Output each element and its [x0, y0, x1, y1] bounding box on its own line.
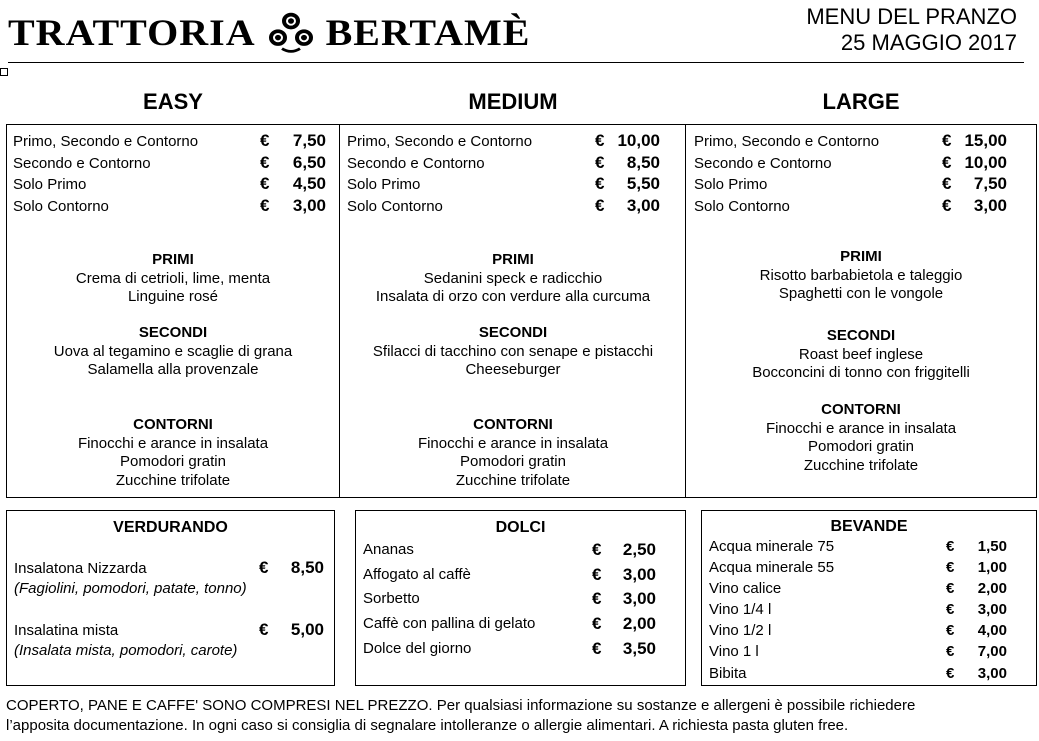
drink-name: Acqua minerale 55 — [709, 559, 835, 576]
dish-item: Finocchi e arance in insalata — [765, 419, 957, 437]
euro-sign: € — [592, 565, 602, 584]
price-amount: 8,50 — [290, 558, 324, 577]
dish-item: Spaghetti con le vongole — [778, 285, 944, 302]
price-label: Primo, Secondo e Contorno — [13, 133, 199, 150]
drink-name: Vino 1/2 l — [709, 622, 772, 639]
dish-item: Pomodori gratin — [808, 438, 914, 455]
dish-item: Sedanini speck e radicchio — [423, 269, 603, 287]
euro-sign: € — [260, 196, 270, 215]
dish-item: Insalata di orzo con verdure alla curcuma — [375, 288, 651, 305]
salad-name: Insalatina mista — [14, 622, 119, 639]
dish-item: Zucchine trifolate — [115, 471, 231, 489]
dish-item: Roast beef inglese — [798, 345, 924, 363]
euro-sign: € — [592, 540, 602, 559]
price-amount: 3,50 — [622, 639, 656, 658]
column-title-medium: MEDIUM — [468, 89, 558, 114]
price-amount: 5,50 — [626, 174, 660, 193]
price-amount: 15,00 — [964, 131, 1007, 150]
dish-item: Finocchi e arance in insalata — [417, 434, 609, 452]
euro-sign: € — [595, 196, 605, 215]
price-label: Solo Contorno — [347, 198, 443, 215]
drink-name: Vino 1/4 l — [709, 601, 772, 618]
price-label: Primo, Secondo e Contorno — [694, 133, 880, 150]
price-amount: 3,00 — [292, 196, 326, 215]
euro-sign: € — [592, 589, 602, 608]
euro-sign: € — [942, 174, 952, 193]
dish-item: Pomodori gratin — [120, 453, 226, 470]
dish-item: Pomodori gratin — [460, 453, 566, 470]
trattoria-emblem-icon — [268, 12, 314, 54]
euro-sign: € — [260, 131, 270, 150]
price-amount: 3,00 — [973, 196, 1007, 215]
salad-name: Insalatona Nizzarda — [14, 560, 147, 577]
section-heading: PRIMI — [152, 251, 194, 268]
euro-sign: € — [946, 580, 955, 597]
euro-sign: € — [592, 614, 602, 633]
dessert-name: Sorbetto — [363, 590, 420, 607]
price-amount: 2,00 — [622, 614, 656, 633]
dish-item: Linguine rosé — [127, 288, 219, 305]
section-primi — [340, 251, 686, 307]
section-secondi — [340, 324, 686, 380]
price-amount: 4,50 — [292, 174, 326, 193]
price-amount: 4,00 — [977, 622, 1007, 639]
dolci-title: DOLCI — [495, 519, 546, 536]
price-amount: 3,00 — [977, 601, 1007, 618]
price-label: Secondo e Contorno — [13, 155, 151, 172]
section-contorni — [6, 416, 340, 490]
section-heading: SECONDI — [138, 324, 208, 341]
euro-sign: € — [592, 639, 602, 658]
euro-sign: € — [946, 643, 955, 660]
price-amount: 1,00 — [977, 559, 1007, 576]
price-amount: 6,50 — [292, 153, 326, 172]
price-label: Solo Contorno — [694, 198, 790, 215]
price-label: Secondo e Contorno — [694, 155, 832, 172]
section-secondi — [6, 324, 340, 380]
menu-date: 25 MAGGIO 2017 — [840, 30, 1017, 55]
drink-name: Acqua minerale 75 — [709, 538, 835, 555]
section-heading: CONTORNI — [133, 416, 213, 433]
section-contorni — [686, 401, 1036, 475]
euro-sign: € — [946, 538, 955, 555]
price-amount: 10,00 — [964, 153, 1007, 172]
euro-sign: € — [946, 622, 955, 639]
drink-name: Bibita — [709, 665, 747, 682]
price-amount: 1,50 — [977, 538, 1007, 555]
section-heading: CONTORNI — [821, 401, 901, 418]
section-primi — [686, 248, 1036, 304]
dish-item: Risotto barbabietola e taleggio — [759, 266, 963, 284]
verdurando-title: VERDURANDO — [113, 519, 228, 536]
object-anchor-icon — [0, 68, 8, 76]
price-label: Solo Primo — [694, 176, 768, 193]
drink-name: Vino calice — [709, 580, 782, 597]
section-contorni — [340, 416, 686, 490]
price-amount: 3,00 — [626, 196, 660, 215]
euro-sign: € — [595, 153, 605, 172]
section-secondi — [686, 327, 1036, 383]
dish-item: Cheeseburger — [465, 361, 561, 378]
price-amount: 7,00 — [977, 643, 1007, 660]
salad-description: (Insalata mista, pomodori, carote) — [14, 642, 238, 659]
price-amount: 10,00 — [617, 131, 660, 150]
dessert-name: Caffè con pallina di gelato — [363, 615, 536, 632]
menu-title: MENU DEL PRANZO — [806, 4, 1017, 29]
price-amount: 3,00 — [977, 665, 1007, 682]
price-label: Primo, Secondo e Contorno — [347, 133, 533, 150]
price-amount: 2,00 — [977, 580, 1007, 597]
dessert-name: Affogato al caffè — [363, 566, 471, 583]
dessert-name: Dolce del giorno — [363, 640, 472, 657]
price-amount: 7,50 — [973, 174, 1007, 193]
dish-item: Bocconcini di tonno con friggitelli — [752, 364, 970, 381]
footer-note — [6, 696, 1036, 736]
price-label: Solo Primo — [347, 176, 421, 193]
dish-item: Salamella alla provenzale — [87, 361, 259, 378]
section-heading: SECONDI — [826, 327, 896, 344]
price-amount: 5,00 — [290, 620, 324, 639]
euro-sign: € — [259, 558, 269, 577]
price-amount: 8,50 — [626, 153, 660, 172]
drink-name: Vino 1 l — [709, 643, 759, 660]
euro-sign: € — [942, 196, 952, 215]
price-amount: 3,00 — [622, 589, 656, 608]
dish-item: Zucchine trifolate — [455, 471, 571, 489]
menu-date-block — [806, 4, 1017, 56]
price-label: Solo Contorno — [13, 198, 109, 215]
section-heading: CONTORNI — [473, 416, 553, 433]
salad-description: (Fagiolini, pomodori, patate, tonno) — [14, 580, 247, 597]
price-label: Solo Primo — [13, 176, 87, 193]
column-title-easy: EASY — [143, 89, 203, 114]
section-heading: PRIMI — [492, 251, 534, 268]
section-primi — [6, 251, 340, 307]
section-heading: SECONDI — [478, 324, 548, 341]
dessert-name: Ananas — [363, 541, 414, 558]
dish-item: Sfilacci di tacchino con senape e pistacchi — [372, 342, 654, 360]
brand-logo — [8, 10, 530, 56]
euro-sign: € — [942, 131, 952, 150]
euro-sign: € — [946, 559, 955, 576]
dish-item: Crema di cetrioli, lime, menta — [75, 269, 271, 287]
price-label: Secondo e Contorno — [347, 155, 485, 172]
euro-sign: € — [942, 153, 952, 172]
column-title-large: LARGE — [822, 89, 900, 114]
price-amount: 3,00 — [622, 565, 656, 584]
euro-sign: € — [595, 131, 605, 150]
brand-name-left: TRATTORIA — [8, 11, 256, 54]
footer-line: COPERTO, PANE E CAFFE' SONO COMPRESI NEL PREZZO. Per qualsiasi informazione su sostanze e allergeni è possibile richiedere — [6, 697, 916, 714]
section-heading: PRIMI — [840, 248, 882, 265]
dish-item: Finocchi e arance in insalata — [77, 434, 269, 452]
euro-sign: € — [260, 153, 270, 172]
footer-line: l’apposita documentazione. In ogni caso si consiglia di segnalare intolleranze o allergie alimentari. A richiesta pasta gluten free. — [6, 717, 849, 734]
euro-sign: € — [946, 665, 955, 682]
brand-name-right: BERTAMÈ — [325, 11, 531, 54]
euro-sign: € — [595, 174, 605, 193]
price-amount: 7,50 — [292, 131, 326, 150]
dish-item: Uova al tegamino e scaglie di grana — [53, 342, 293, 360]
bevande-title: BEVANDE — [830, 518, 908, 535]
price-amount: 2,50 — [622, 540, 656, 559]
euro-sign: € — [946, 601, 955, 618]
header-divider — [8, 62, 1024, 63]
dish-item: Zucchine trifolate — [803, 456, 919, 474]
euro-sign: € — [259, 620, 269, 639]
euro-sign: € — [260, 174, 270, 193]
